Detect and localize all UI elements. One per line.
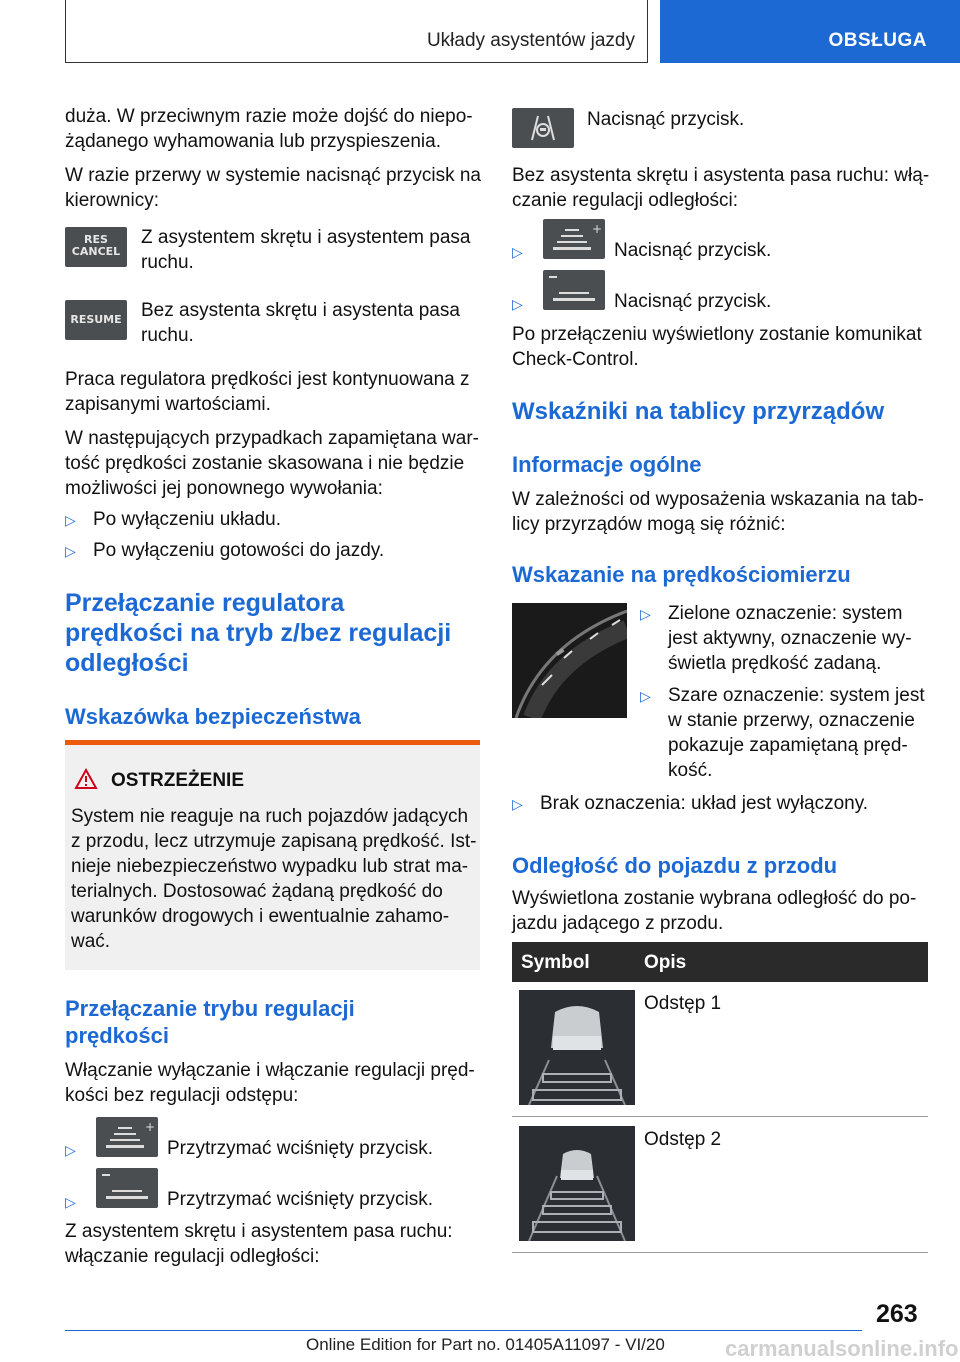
list-item: pokazuje zapamiętaną pręd- <box>668 735 908 756</box>
svg-text:+: + <box>145 1120 156 1134</box>
warning-box <box>65 740 480 970</box>
bullet-triangle-icon: ▷ <box>65 1142 76 1158</box>
list-item: Po wyłączeniu gotowości do jazdy. <box>93 540 385 561</box>
paragraph: duża. W przeciwnym razie może dojść do niepo- <box>65 106 473 127</box>
paragraph: włączanie regulacji odległości: <box>65 1246 320 1267</box>
bullet-triangle-icon: ▷ <box>65 543 76 559</box>
list-item: Po wyłączeniu układu. <box>93 509 281 530</box>
section-heading: prędkości na tryb z/bez regulacji <box>65 619 452 647</box>
paragraph: Check-Control. <box>512 349 639 370</box>
distance-1-image <box>519 990 635 1105</box>
header-chapter-box <box>660 0 960 63</box>
list-item: Brak oznaczenia: układ jest wyłączony. <box>540 793 869 814</box>
paragraph: ruchu. <box>141 252 194 273</box>
paragraph: Wyświetlona zostanie wybrana odległość do po- <box>512 888 917 909</box>
paragraph: Z asystentem skrętu i asystentem pasa ruchu: <box>65 1221 453 1242</box>
table-header-description: Opis <box>644 952 687 973</box>
table-cell-description: Odstęp 2 <box>644 1129 722 1150</box>
list-item: kość. <box>668 760 713 781</box>
warning-triangle-icon <box>74 768 98 790</box>
warning-title: OSTRZEŻENIE <box>111 770 245 791</box>
paragraph: kierownicy: <box>65 190 159 211</box>
speedometer-image <box>512 603 627 718</box>
bullet-triangle-icon: ▷ <box>65 512 76 528</box>
warning-text: warunków drogowych i ewentualnie zahamo- <box>71 906 450 927</box>
bullet-triangle-icon: ▷ <box>512 244 523 260</box>
section-heading: Przełączanie regulatora <box>65 589 345 617</box>
section-heading: Wskaźniki na tablicy przyrządów <box>512 398 885 425</box>
bullet-triangle-icon: ▷ <box>640 606 651 622</box>
paragraph: możliwości jej ponownego wywołania: <box>65 478 383 499</box>
bullet-triangle-icon: ▷ <box>512 296 523 312</box>
paragraph: czanie regulacji odległości: <box>512 190 739 211</box>
paragraph: Włączanie wyłączanie i włączanie regulacji pręd- <box>65 1060 475 1081</box>
distance-2-image <box>519 1126 635 1241</box>
lane-assist-button-icon <box>512 108 574 148</box>
footer-rule <box>65 1330 862 1331</box>
header-chapter-title: OBSŁUGA <box>828 30 927 51</box>
paragraph: jazdu jadącego z przodu. <box>512 913 724 934</box>
header-section-box <box>65 0 648 63</box>
subsection-heading: Przełączanie trybu regulacji <box>65 996 355 1021</box>
cancel-label: CANCEL <box>71 245 121 258</box>
paragraph: W następujących przypadkach zapamiętana war- <box>65 428 479 449</box>
header-section-title: Układy asystentów jazdy <box>426 30 635 51</box>
paragraph: żądanego wyhamowania lub przyspieszenia. <box>65 131 442 152</box>
page-number: 263 <box>876 1300 918 1328</box>
distance-minus-button-icon <box>543 270 605 310</box>
subsection-heading: Wskazanie na prędkościomierzu <box>512 562 851 587</box>
paragraph: zapisanymi wartościami. <box>65 394 271 415</box>
subsection-heading: prędkości <box>65 1023 169 1048</box>
paragraph: W zależności od wyposażenia wskazania na tab- <box>512 489 924 510</box>
section-heading: odległości <box>65 649 189 677</box>
list-item: w stanie przerwy, oznaczenie <box>668 710 915 731</box>
distance-plus-button-icon <box>543 219 605 259</box>
paragraph: licy przyrządów mogą się różnić: <box>512 514 786 535</box>
paragraph: ruchu. <box>141 325 194 346</box>
warning-text: wać. <box>71 931 111 952</box>
subsection-heading: Wskazówka bezpieczeństwa <box>65 704 361 729</box>
distance-plus-button-icon <box>96 1117 158 1157</box>
table-header <box>512 942 928 982</box>
distance-minus-button-icon <box>96 1168 158 1208</box>
warning-text: nieje niebezpieczeństwo wypadku lub strat ma- <box>71 856 469 877</box>
subsection-heading: Informacje ogólne <box>512 452 702 477</box>
list-item: Nacisnąć przycisk. <box>614 291 772 312</box>
warning-text: System nie reaguje na ruch pojazdów jadących <box>71 806 469 827</box>
paragraph: W razie przerwy w systemie nacisnąć przycisk na <box>65 165 481 186</box>
svg-text:+: + <box>592 222 603 236</box>
table-cell-description: Odstęp 1 <box>644 993 722 1014</box>
paragraph: Bez asystenta skrętu i asystenta pasa <box>141 300 460 321</box>
list-item: Zielone oznaczenie: system <box>668 603 903 624</box>
list-item: Nacisnąć przycisk. <box>614 240 772 261</box>
bullet-triangle-icon: ▷ <box>512 796 523 812</box>
subsection-heading: Odległość do pojazdu z przodu <box>512 853 838 878</box>
table-row-divider <box>512 1252 928 1253</box>
resume-button-icon <box>65 300 127 340</box>
warning-text: z przodu, lecz utrzymuje zapisaną prędkość. Ist- <box>71 831 477 852</box>
watermark: carmanualsonline.info <box>725 1336 959 1361</box>
res-label: RES <box>84 233 108 246</box>
paragraph: Z asystentem skrętu i asystentem pasa <box>141 227 471 248</box>
table-row-divider <box>512 1116 928 1117</box>
res-cancel-button-icon <box>65 227 127 267</box>
bullet-triangle-icon: ▷ <box>640 688 651 704</box>
paragraph: Bez asystenta skrętu i asystenta pasa ruchu: włą- <box>512 165 930 186</box>
footer-edition: Online Edition for Part no. 01405A11097 - VI/20 <box>306 1335 665 1354</box>
list-item: jest aktywny, oznaczenie wy- <box>668 628 912 649</box>
list-item: Przytrzymać wciśnięty przycisk. <box>167 1189 434 1210</box>
resume-label: RESUME <box>70 313 122 326</box>
list-item: Szare oznaczenie: system jest <box>668 685 925 706</box>
paragraph: tość prędkości zostanie skasowana i nie będzie <box>65 453 465 474</box>
paragraph: Po przełączeniu wyświetlony zostanie komunikat <box>512 324 922 345</box>
paragraph: Nacisnąć przycisk. <box>587 109 745 130</box>
bullet-triangle-icon: ▷ <box>65 1194 76 1210</box>
list-item: Przytrzymać wciśnięty przycisk. <box>167 1138 434 1159</box>
warning-text: terialnych. Dostosować żądaną prędkość do <box>71 881 443 902</box>
list-item: świetla prędkość zadaną. <box>668 653 882 674</box>
paragraph: kości bez regulacji odstępu: <box>65 1085 299 1106</box>
paragraph: Praca regulatora prędkości jest kontynuowana z <box>65 369 470 390</box>
table-header-symbol: Symbol <box>521 952 590 973</box>
